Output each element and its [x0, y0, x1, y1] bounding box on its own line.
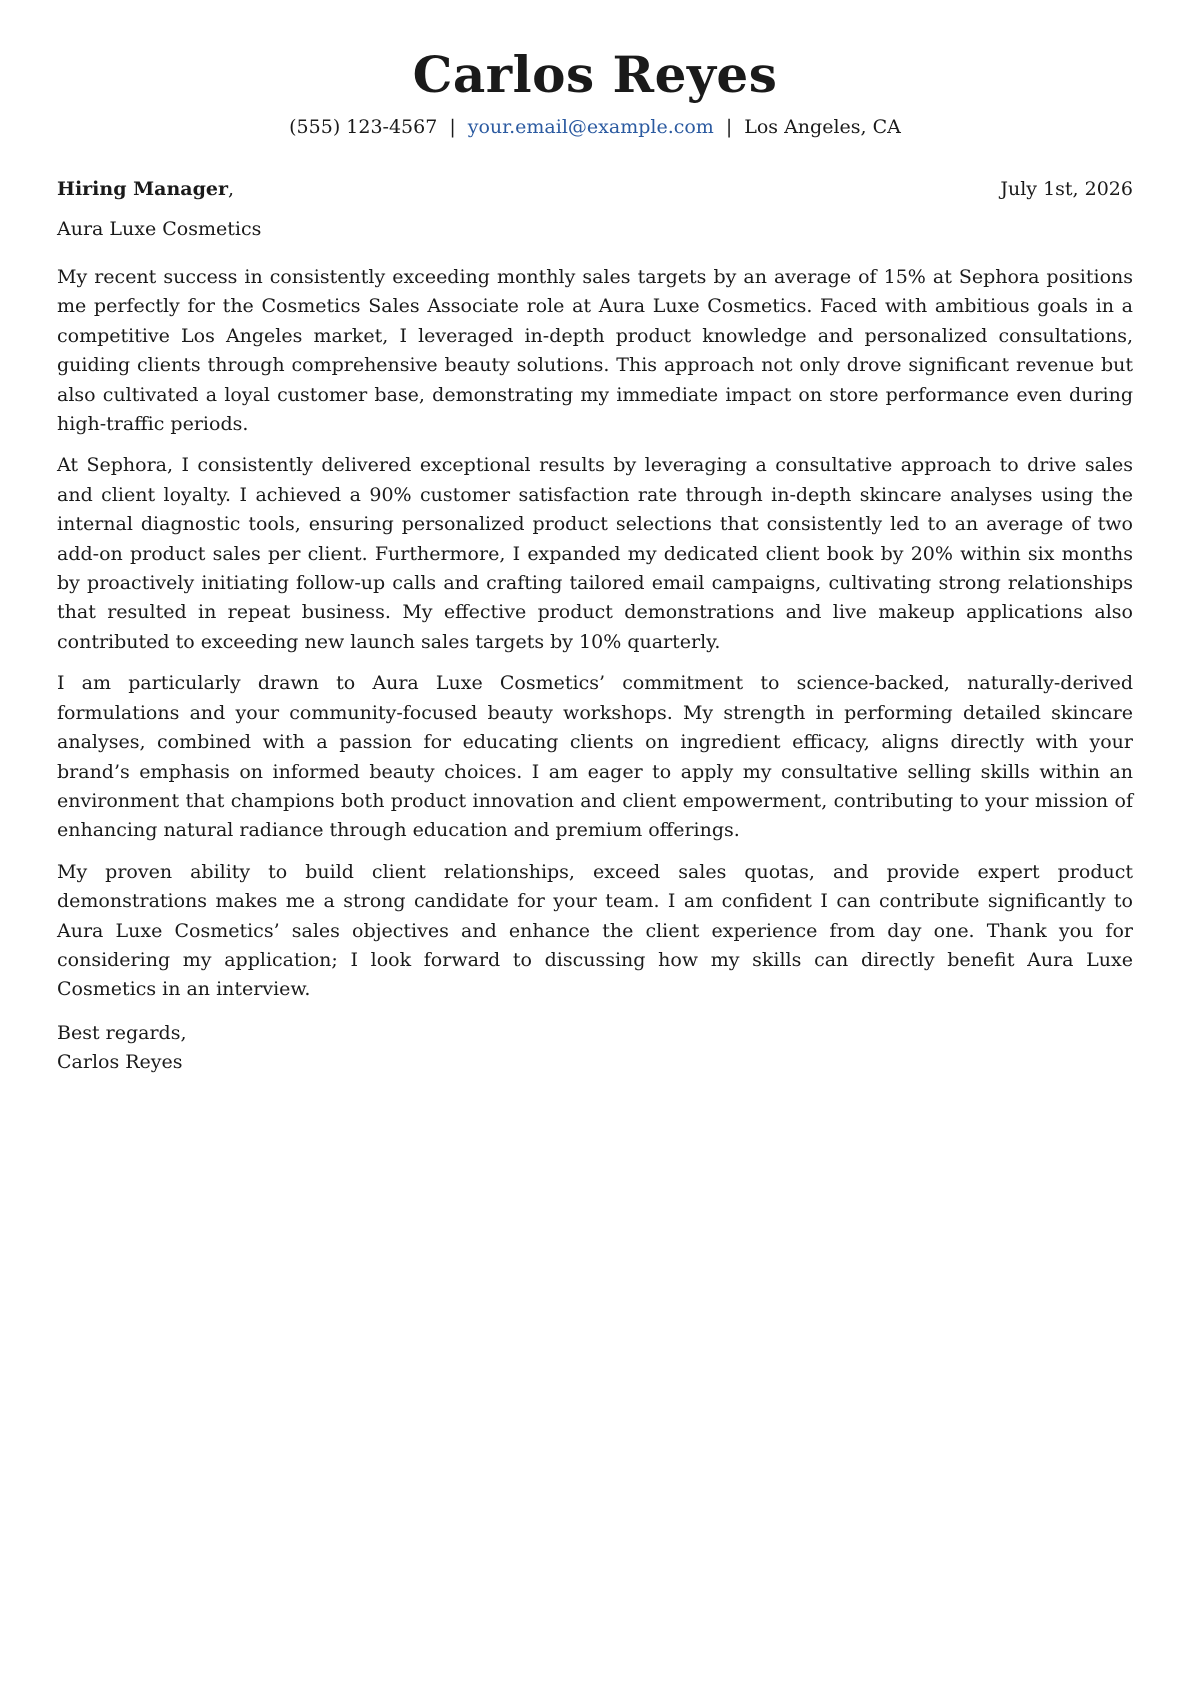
body-paragraph: I am particularly drawn to Aura Luxe Cosmetics’ commitment to science-backed, naturally-derived formulations and your community-focused beauty workshops. My strength in performing detailed skincare analyses, combined with a passion for educating clients on ingredient efficacy, aligns directly with your brand’s emphasis on informed beauty choices. I am eager to apply my consultative selling skills within an environment that champions both product innovation and client empowerment, contributing to your mission of enhancing natural radiance through education and premium offerings.: [57, 672, 1133, 842]
closing-signature: Carlos Reyes: [57, 1051, 183, 1074]
closing-salutation: Best regards,: [57, 1021, 187, 1044]
contact-separator: |: [725, 116, 733, 138]
recipient-title-suffix: ,: [227, 178, 235, 200]
letter-closing: [57, 1019, 1133, 1078]
recipient-block: [57, 176, 234, 202]
contact-separator: |: [449, 116, 456, 138]
body-paragraph: My recent success in consistently exceeding monthly sales targets by an average of 15% at Sephora positions me perfectly for the Cosmetics Sales Associate role at Aura Luxe Cosmetics. Faced with ambitious goals in a competitive Los Angeles market, I leveraged in-depth product knowledge and personalized consultations, guiding clients through comprehensive beauty solutions. This approach not only drove significant revenue but also cultivated a loyal customer base, demonstrating my immediate impact on store performance even during high-traffic periods.: [57, 266, 1133, 436]
body-paragraph: My proven ability to build client relationships, exceed sales quotas, and provide expert product demonstrations makes me a strong candidate for your team. I am confident I can contribute significantly to Aura Luxe Cosmetics’ sales objectives and enhance the client experience from day one. Thank you for considering my application; I look forward to discussing how my skills can directly benefit Aura Luxe Cosmetics in an interview.: [57, 860, 1133, 1001]
email-link[interactable]: your.email@example.com: [467, 116, 714, 138]
phone-number: (555) 123-4567: [289, 116, 438, 138]
recipient-row: [57, 176, 1133, 202]
letter-body: [57, 263, 1133, 1005]
recipient-title: Hiring Manager: [57, 178, 228, 200]
recipient-company: Aura Luxe Cosmetics: [57, 218, 262, 240]
applicant-name: Carlos Reyes: [412, 45, 778, 104]
body-paragraph: At Sephora, I consistently delivered exceptional results by leveraging a consultative approach to drive sales and client loyalty. I achieved a 90% customer satisfaction rate through in-depth skincare analyses using the internal diagnostic tools, ensuring personalized product selections that consistently led to an average of two add-on product sales per client. Furthermore, I expanded my dedicated client book by 20% within six months by proactively initiating follow-up calls and crafting tailored email campaigns, cultivating strong relationships that resulted in repeat business. My effective product demonstrations and live makeup applications also contributed to exceeding new launch sales targets by 10% quarterly.: [57, 454, 1133, 653]
letter-date: July 1st, 2026: [1000, 178, 1133, 200]
contact-line: [57, 114, 1133, 140]
location: Los Angeles, CA: [744, 116, 901, 138]
letter-header: [57, 0, 1133, 140]
